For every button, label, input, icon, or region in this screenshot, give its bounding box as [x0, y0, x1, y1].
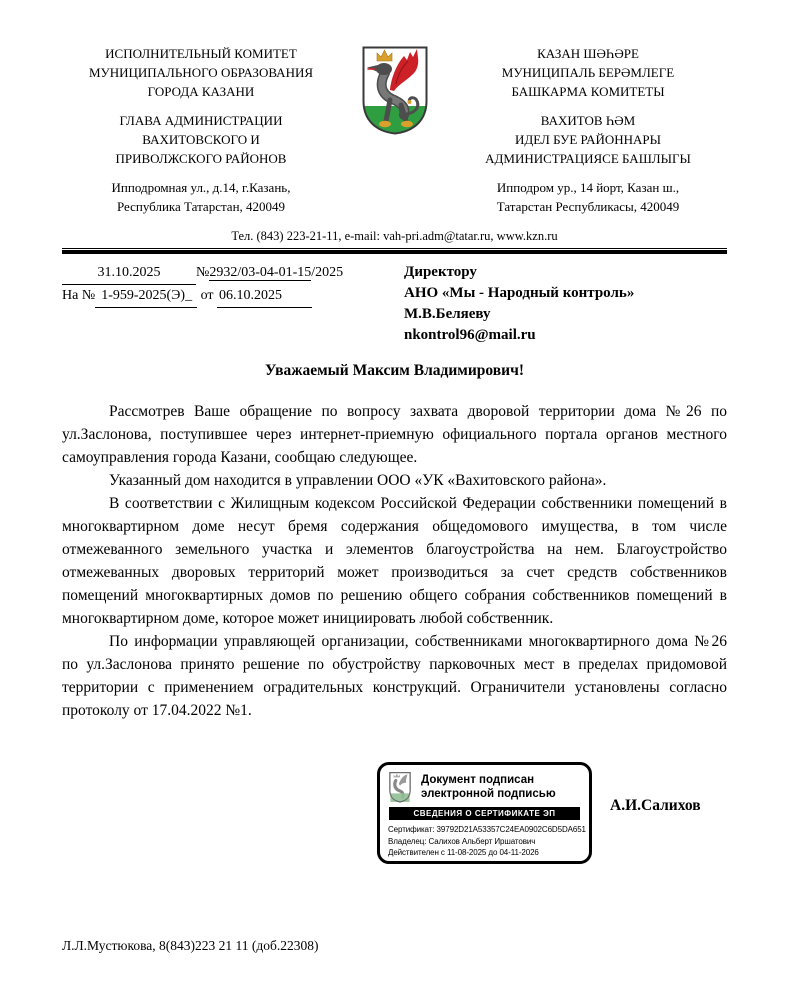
dept-name-tt — [449, 111, 727, 168]
stamp-title-line: электронной подписью — [421, 788, 556, 800]
org-line: ИСПОЛНИТЕЛЬНЫЙ КОМИТЕТ — [105, 46, 297, 61]
signature-stamp-emblem-icon — [388, 771, 412, 803]
recipient-title: Директору — [404, 264, 477, 280]
sender-block-tatar — [449, 44, 727, 216]
org-line: КАЗАН ШӘҺӘРЕ — [537, 46, 639, 61]
recipient-person: М.В.Беляеву — [404, 306, 491, 322]
stamp-owner: Владелец: Салихов Альберт Иршатович — [388, 836, 536, 846]
dept-line: ГЛАВА АДМИНИСТРАЦИИ — [119, 113, 283, 128]
stamp-certificate-number: Сертификат: 39792D21A53357C24EA0902C6D5DA651 — [388, 825, 586, 834]
reference-block — [62, 262, 404, 346]
org-line: МУНИЦИПАЛЬ БЕРӘМЛЕГЕ — [501, 65, 675, 80]
letter-body — [62, 400, 727, 722]
dept-line: ВАХИТОВСКОГО И — [142, 132, 260, 147]
incoming-date: 06.10.2025 — [217, 285, 312, 308]
body-paragraph: Указанный дом находится в управлении ООО «УК «Вахитовского района». — [109, 472, 607, 489]
stamp-certificate-banner: СВЕДЕНИЯ О СЕРТИФИКАТЕ ЭП — [389, 807, 580, 820]
body-paragraph: По информации управляющей организации, собственниками многоквартирного дома №26 по ул.Заслонова принято решение по обустройству парковочных мест в пределах придомовой территории с применением оградительных конструкций. Ограничители установлены согласно протоколу от 17.04.2022 №1. — [62, 633, 727, 719]
address-line: Ипподромная ул., д.14, г.Казань, — [111, 180, 291, 195]
outgoing-reference-line — [62, 262, 404, 285]
number-sign: № — [196, 265, 210, 280]
dept-line: ПРИВОЛЖСКОГО РАЙОНОВ — [115, 151, 287, 166]
address-line: Республика Татарстан, 420049 — [116, 199, 286, 214]
kazan-coat-of-arms-icon — [359, 44, 431, 137]
outgoing-number-suffix: /2025 — [311, 265, 344, 280]
recipient-block — [404, 262, 634, 346]
outgoing-number: 2932/03-04-01-15 — [209, 265, 312, 280]
org-line: МУНИЦИПАЛЬНОГО ОБРАЗОВАНИЯ — [88, 65, 314, 80]
incoming-label: На № — [62, 288, 96, 303]
stamp-validity: Действителен с 11-08-2025 до 04-11-2026 — [388, 848, 539, 857]
signer-name: А.И.Салихов — [610, 797, 701, 814]
stamp-details — [388, 824, 586, 859]
org-line: ГОРОДА КАЗАНИ — [147, 84, 255, 99]
electronic-signature-stamp — [377, 762, 592, 864]
address-tt — [449, 178, 727, 216]
dept-name-ru — [62, 111, 340, 168]
recipient-organization: АНО «Мы - Народный контроль» — [404, 285, 635, 301]
body-paragraph: В соответствии с Жилищным кодексом Российской Федерации собственники помещений в многоквартирном доме несут бремя содержания общедомового имущества, в том числе отмежеванного земельного участка и элементов благоустройства на нем. Благоустройство отмежеванных дворовых территорий может производиться за счет средств собственников помещений многоквартирных домов по решению общего собрания собственников помещений в многоквартирном доме, которое может инициировать любой собственник. — [62, 495, 727, 627]
stamp-header — [388, 771, 581, 803]
stamp-title-line: Документ подписан — [421, 774, 535, 786]
executor-contact: Л.Л.Мустюкова, 8(843)223 21 11 (доб.22308) — [62, 938, 319, 953]
salutation: Уважаемый Максим Владимирович! — [265, 362, 524, 379]
address-ru — [62, 178, 340, 216]
address-line: Ипподром ур., 14 йорт, Казан ш., — [496, 180, 680, 195]
recipient-email: nkontrol96@mail.ru — [404, 327, 536, 343]
letterhead — [62, 44, 727, 216]
stamp-title — [421, 773, 556, 801]
kazan-coat-of-arms — [345, 44, 445, 216]
dept-line: ИДЕЛ БУЕ РАЙОННАРЫ — [515, 132, 661, 147]
body-paragraph: Рассмотрев Ваше обращение по вопросу захвата дворовой территории дома №26 по ул.Заслонова, поступившее через интернет-приемную официального портала органов местного самоуправления города Казани, сообщаю следующее. — [62, 403, 727, 466]
org-line: БАШКАРМА КОМИТЕТЫ — [511, 84, 665, 99]
letterhead-divider-rule — [62, 250, 727, 254]
from-label: от — [200, 288, 214, 303]
address-line: Татарстан Республикасы, 420049 — [496, 199, 680, 214]
contact-line: Тел. (843) 223-21-11, e-mail: vah-pri.adm@tatar.ru, www.kzn.ru — [62, 229, 727, 249]
dept-line: ВАХИТОВ ҺӘМ — [540, 113, 636, 128]
outgoing-date: 31.10.2025 — [62, 262, 196, 285]
org-name-ru — [62, 44, 340, 101]
sender-block-russian — [62, 44, 340, 216]
dept-line: АДМИНИСТРАЦИЯСЕ БАШЛЫГЫ — [485, 151, 691, 166]
incoming-number: 1-959-2025(Э)_ — [95, 285, 197, 308]
reference-and-recipient — [62, 262, 727, 346]
incoming-reference-line — [62, 285, 404, 308]
org-name-tt — [449, 44, 727, 101]
